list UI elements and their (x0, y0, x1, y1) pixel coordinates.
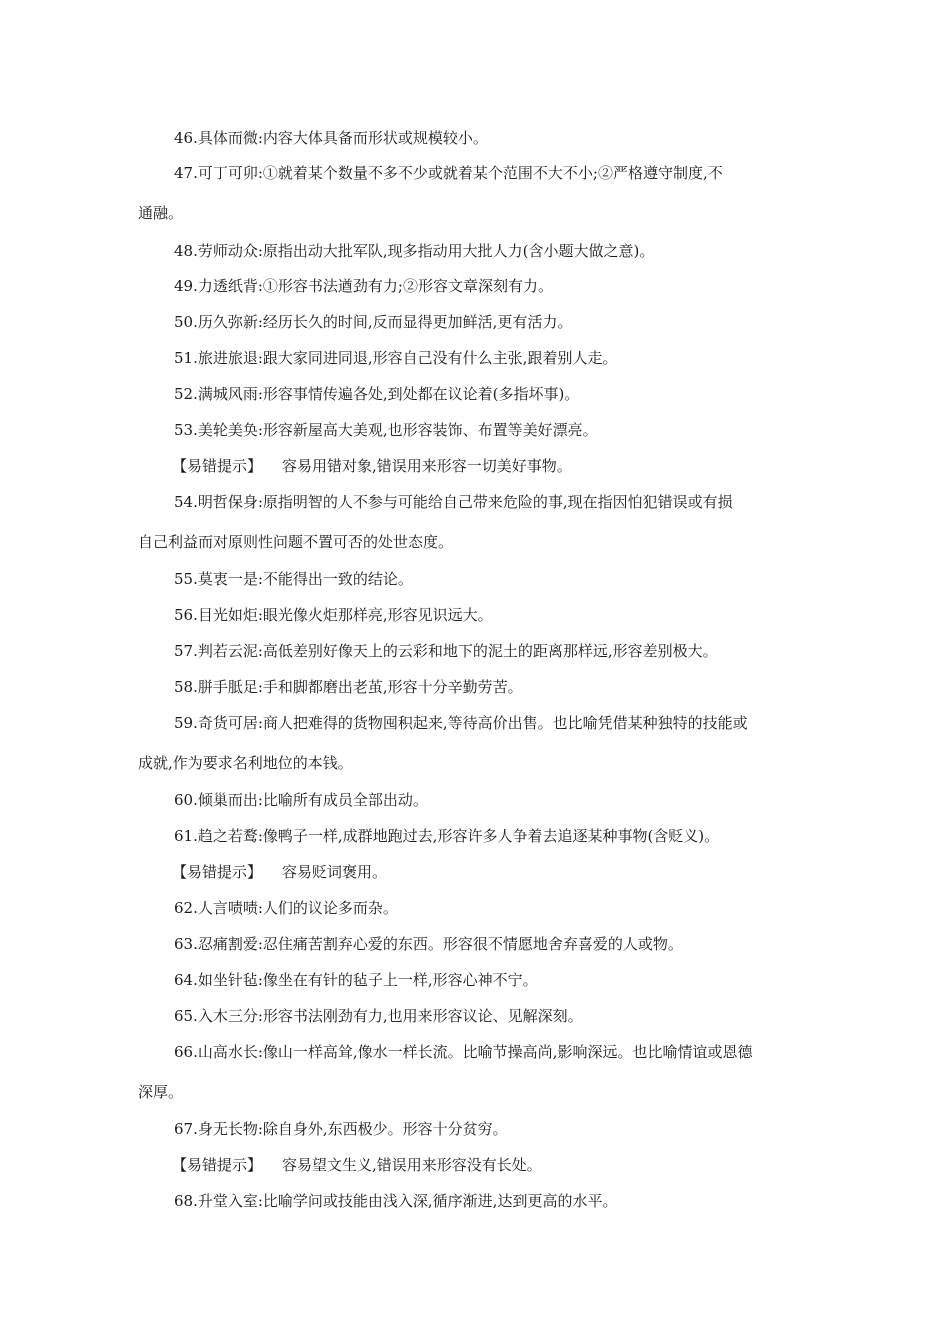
entry-64 (138, 962, 818, 998)
entry-51 (138, 340, 818, 376)
error-tip-label: 【易错提示】 (172, 1156, 263, 1174)
entry-50 (138, 304, 818, 340)
entry-text: 53.美轮美奂:形容新屋高大美观,也形容装饰、布置等美好漂亮。 (174, 421, 598, 439)
entry-continuation: 自己利益而对原则性问题不置可否的处世态度。 (138, 533, 454, 551)
error-tip-text: 容易贬词褒用。 (282, 863, 388, 881)
entry-text: 50.历久弥新:经历长久的时间,反而显得更加鲜活,更有活力。 (174, 313, 573, 331)
error-tip (172, 448, 572, 484)
error-tip-text: 容易望文生义,错误用来形容没有长处。 (282, 1156, 542, 1174)
entry-text: 58.胼手胝足:手和脚都磨出老茧,形容十分辛勤劳苦。 (174, 678, 523, 696)
entry-49 (138, 268, 818, 304)
entry-text: 66.山高水长:像山一样高耸,像水一样长流。比喻节操高尚,影响深远。也比喻情谊或恩德 (174, 1043, 753, 1061)
error-tip-label: 【易错提示】 (172, 457, 263, 475)
entry-text: 65.入木三分:形容书法刚劲有力,也用来形容议论、见解深刻。 (174, 1007, 583, 1025)
entry-text: 51.旅进旅退:跟大家同进同退,形容自己没有什么主张,跟着别人走。 (174, 349, 618, 367)
entry-continuation: 通融。 (138, 204, 184, 222)
entry-67 (138, 1111, 818, 1147)
entry-53 (138, 412, 818, 448)
entry-59 (138, 705, 818, 781)
entry-52 (138, 376, 818, 412)
entry-55 (138, 561, 818, 597)
entry-65 (138, 998, 818, 1034)
entry-54 (138, 484, 818, 560)
entry-60 (138, 782, 818, 818)
entry-text: 68.升堂入室:比喻学问或技能由浅入深,循序渐进,达到更高的水平。 (174, 1192, 618, 1210)
entry-continuation: 深厚。 (138, 1083, 184, 1101)
error-tip (172, 1147, 542, 1183)
entry-58 (138, 669, 818, 705)
entry-text: 47.可丁可卯:①就着某个数量不多不少或就着某个范围不大不小;②严格遵守制度,不 (174, 164, 723, 182)
entry-63 (138, 926, 818, 962)
entry-text: 61.趋之若鹜:像鸭子一样,成群地跑过去,形容许多人争着去追逐某种事物(含贬义)。 (174, 827, 720, 845)
entry-66 (138, 1034, 818, 1110)
entry-text: 55.莫衷一是:不能得出一致的结论。 (174, 570, 413, 588)
entry-57 (138, 633, 818, 669)
entry-text: 48.劳师动众:原指出动大批军队,现多指动用大批人力(含小题大做之意)。 (174, 242, 655, 260)
entry-text: 64.如坐针毡:像坐在有针的毡子上一样,形容心神不宁。 (174, 971, 538, 989)
entry-46 (138, 120, 818, 156)
entry-text: 60.倾巢而出:比喻所有成员全部出动。 (174, 791, 428, 809)
error-tip (172, 854, 387, 890)
error-tip-label: 【易错提示】 (172, 863, 263, 881)
entry-text: 56.目光如炬:眼光像火炬那样亮,形容见识远大。 (174, 606, 493, 624)
error-tip-text: 容易用错对象,错误用来形容一切美好事物。 (282, 457, 572, 475)
entry-61 (138, 818, 818, 854)
entry-48 (138, 233, 818, 269)
entry-text: 54.明哲保身:原指明智的人不参与可能给自己带来危险的事,现在指因怕犯错误或有损 (174, 493, 733, 511)
entry-text: 59.奇货可居:商人把难得的货物囤积起来,等待高价出售。也比喻凭借某种独特的技能或 (174, 714, 748, 732)
entry-text: 46.具体而微:内容大体具备而形状或规模较小。 (174, 129, 488, 147)
entry-47 (138, 155, 818, 231)
entry-text: 67.身无长物:除自身外,东西极少。形容十分贫穷。 (174, 1120, 508, 1138)
entry-text: 62.人言啧啧:人们的议论多而杂。 (174, 899, 398, 917)
entry-continuation: 成就,作为要求名利地位的本钱。 (138, 754, 353, 772)
entry-56 (138, 597, 818, 633)
entry-text: 49.力透纸背:①形容书法遒劲有力;②形容文章深刻有力。 (174, 277, 553, 295)
entry-62 (138, 890, 818, 926)
entry-text: 57.判若云泥:高低差别好像天上的云彩和地下的泥土的距离那样远,形容差别极大。 (174, 642, 718, 660)
entry-text: 63.忍痛割爱:忍住痛苦割弃心爱的东西。形容很不情愿地舍弃喜爱的人或物。 (174, 935, 683, 953)
entry-text: 52.满城风雨:形容事情传遍各处,到处都在议论着(多指坏事)。 (174, 385, 580, 403)
entry-68 (138, 1183, 818, 1219)
